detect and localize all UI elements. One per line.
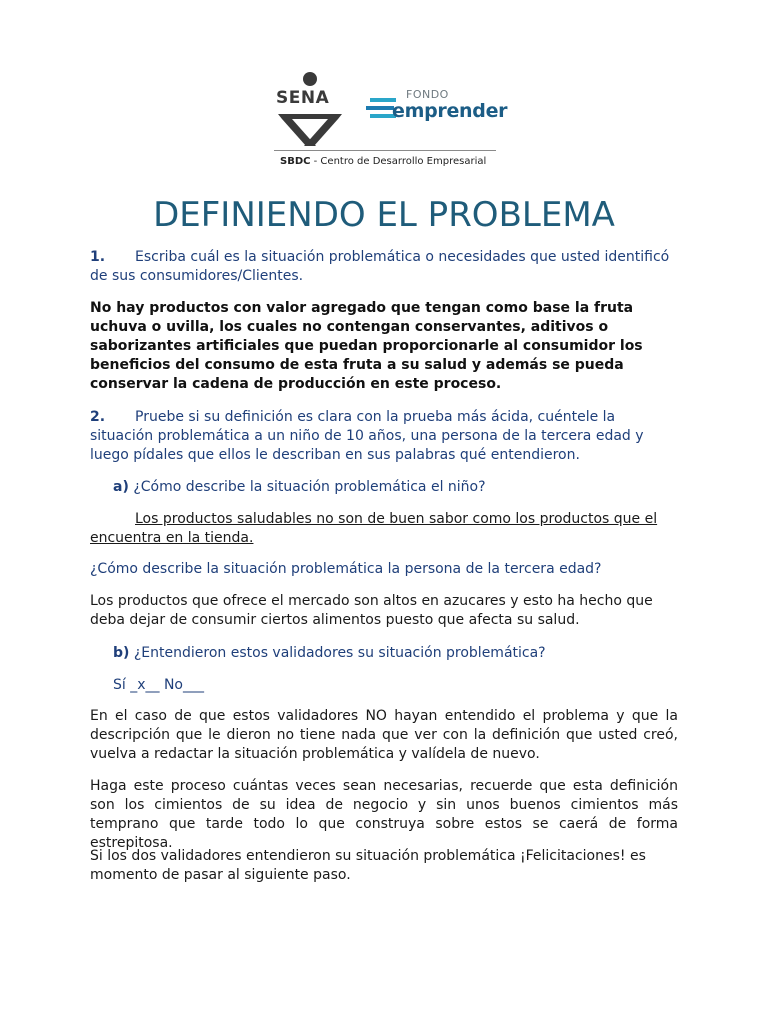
question-1-number: 1. xyxy=(90,249,106,265)
sena-figure-logo xyxy=(272,70,348,146)
yes-no-answer: Sí _x__ No___ xyxy=(113,677,204,693)
answer-child xyxy=(90,510,678,548)
page-title: DEFINIENDO EL PROBLEMA xyxy=(153,195,615,235)
question-2-number: 2. xyxy=(90,409,106,425)
question-b xyxy=(90,644,701,663)
question-1 xyxy=(90,248,678,286)
fondo-emprender-logo xyxy=(366,88,508,128)
sena-wordmark: SENA xyxy=(276,88,330,108)
paragraph-1: En el caso de que estos validadores NO hayan entendido el problema y que la descripción que le dieron no tiene nada que ver con la definición que usted creó, vuelva a redactar la situación problemática y valídela de nuevo. xyxy=(90,708,678,762)
answer-child-text: Los productos saludables no son de buen sabor como los productos que el encuentra en la tienda. xyxy=(90,511,658,546)
question-1-text: Escriba cuál es la situación problemática o necesidades que usted identificó de sus consumidores/Clientes. xyxy=(90,249,670,284)
question-a-text: ¿Cómo describe la situación problemática el niño? xyxy=(133,479,486,495)
fondo-label: FONDO xyxy=(406,88,449,101)
caption-sbdc: SBDC xyxy=(280,156,311,167)
question-2-text: Pruebe si su definición es clara con la prueba más ácida, cuéntele la situación problemática a un niño de 10 años, una persona de la tercera edad y luego pídales que ellos le describan en sus palabras qué entendieron. xyxy=(90,409,644,463)
answer-elder: Los productos que ofrece el mercado son altos en azucares y esto ha hecho que deba dejar de consumir ciertos alimentos puesto que afecta su salud. xyxy=(90,593,653,628)
paragraph-3: Si los dos validadores entendieron su situación problemática ¡Felicitaciones! es momento de pasar al siguiente paso. xyxy=(90,848,646,883)
question-b-label: b) xyxy=(113,645,130,661)
logo-divider xyxy=(274,150,496,151)
logo-caption xyxy=(280,156,486,167)
emprender-label: emprender xyxy=(392,100,508,122)
caption-rest: - Centro de Desarrollo Empresarial xyxy=(310,156,487,167)
question-a-label: a) xyxy=(113,479,129,495)
question-elder: ¿Cómo describe la situación problemática la persona de la tercera edad? xyxy=(90,561,602,577)
answer-1: No hay productos con valor agregado que tengan como base la fruta uchuva o uvilla, los cuales no contengan conservantes, aditivos o saborizantes artificiales que puedan proporcionarle al consumidor los beneficios del consumo de esta fruta a su salud y además se pueda conservar la cadena de producción en este proceso. xyxy=(90,300,643,392)
question-a xyxy=(90,478,701,497)
question-2 xyxy=(90,408,678,465)
header-logos xyxy=(272,70,508,174)
question-b-text: ¿Entendieron estos validadores su situación problemática? xyxy=(133,645,546,661)
paragraph-2: Haga este proceso cuántas veces sean necesarias, recuerde que esta definición son los cimientos de su idea de negocio y sin unos buenos cimientos más temprano que tarde todo lo que construya sobre estos se caerá de forma estrepitosa. xyxy=(90,778,678,851)
